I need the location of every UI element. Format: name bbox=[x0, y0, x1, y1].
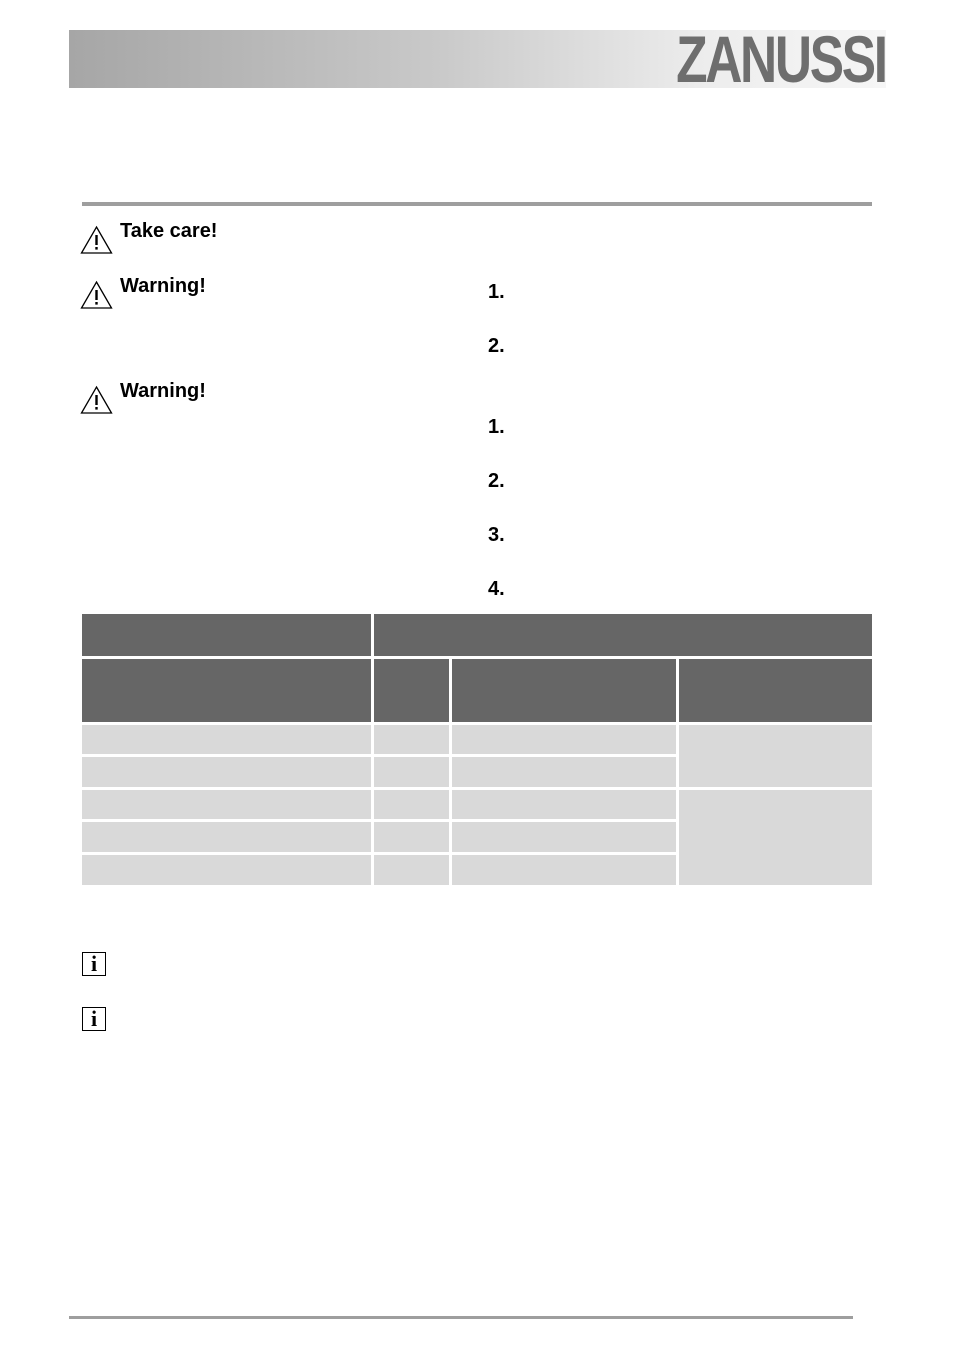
table-cell bbox=[450, 723, 677, 755]
table-subheader-row bbox=[82, 657, 872, 723]
table-cell bbox=[372, 820, 450, 853]
table-cell bbox=[82, 820, 372, 853]
step-number: 2. bbox=[488, 335, 505, 357]
table-cell bbox=[82, 755, 372, 788]
table-row bbox=[82, 723, 872, 755]
footer-rule bbox=[69, 1316, 853, 1319]
step-number: 1. bbox=[488, 416, 505, 438]
table-header-cell bbox=[372, 614, 872, 657]
info-icon: i bbox=[82, 1007, 106, 1031]
table-header-cell bbox=[82, 614, 372, 657]
table-header-row bbox=[82, 614, 872, 657]
table-header-cell bbox=[372, 657, 450, 723]
table-cell bbox=[450, 820, 677, 853]
table-cell bbox=[450, 788, 677, 820]
notice-label: Take care! bbox=[120, 220, 218, 242]
notice-label: Warning! bbox=[120, 275, 206, 297]
table-header-cell bbox=[82, 657, 372, 723]
notice-label: Warning! bbox=[120, 380, 206, 402]
table-cell bbox=[372, 853, 450, 886]
warning-triangle-icon bbox=[80, 385, 113, 415]
table-row bbox=[82, 788, 872, 820]
warning-triangle-icon bbox=[80, 225, 113, 255]
table-cell bbox=[450, 853, 677, 886]
table-cell bbox=[372, 788, 450, 820]
step-number: 1. bbox=[488, 281, 505, 303]
table-cell bbox=[82, 853, 372, 886]
table-cell bbox=[677, 788, 872, 886]
step-number: 3. bbox=[488, 524, 505, 546]
brand-logo: ZANUSSI bbox=[676, 22, 886, 96]
table-cell bbox=[82, 788, 372, 820]
table-cell bbox=[82, 723, 372, 755]
table-header-cell bbox=[450, 657, 677, 723]
table-cell bbox=[372, 723, 450, 755]
step-number: 4. bbox=[488, 578, 505, 600]
spec-table bbox=[82, 614, 872, 888]
table-cell bbox=[450, 755, 677, 788]
warning-triangle-icon bbox=[80, 280, 113, 310]
table-header-cell bbox=[677, 657, 872, 723]
table-cell bbox=[677, 723, 872, 788]
section-divider bbox=[82, 202, 872, 206]
info-icon: i bbox=[82, 952, 106, 976]
step-number: 2. bbox=[488, 470, 505, 492]
table-cell bbox=[372, 755, 450, 788]
